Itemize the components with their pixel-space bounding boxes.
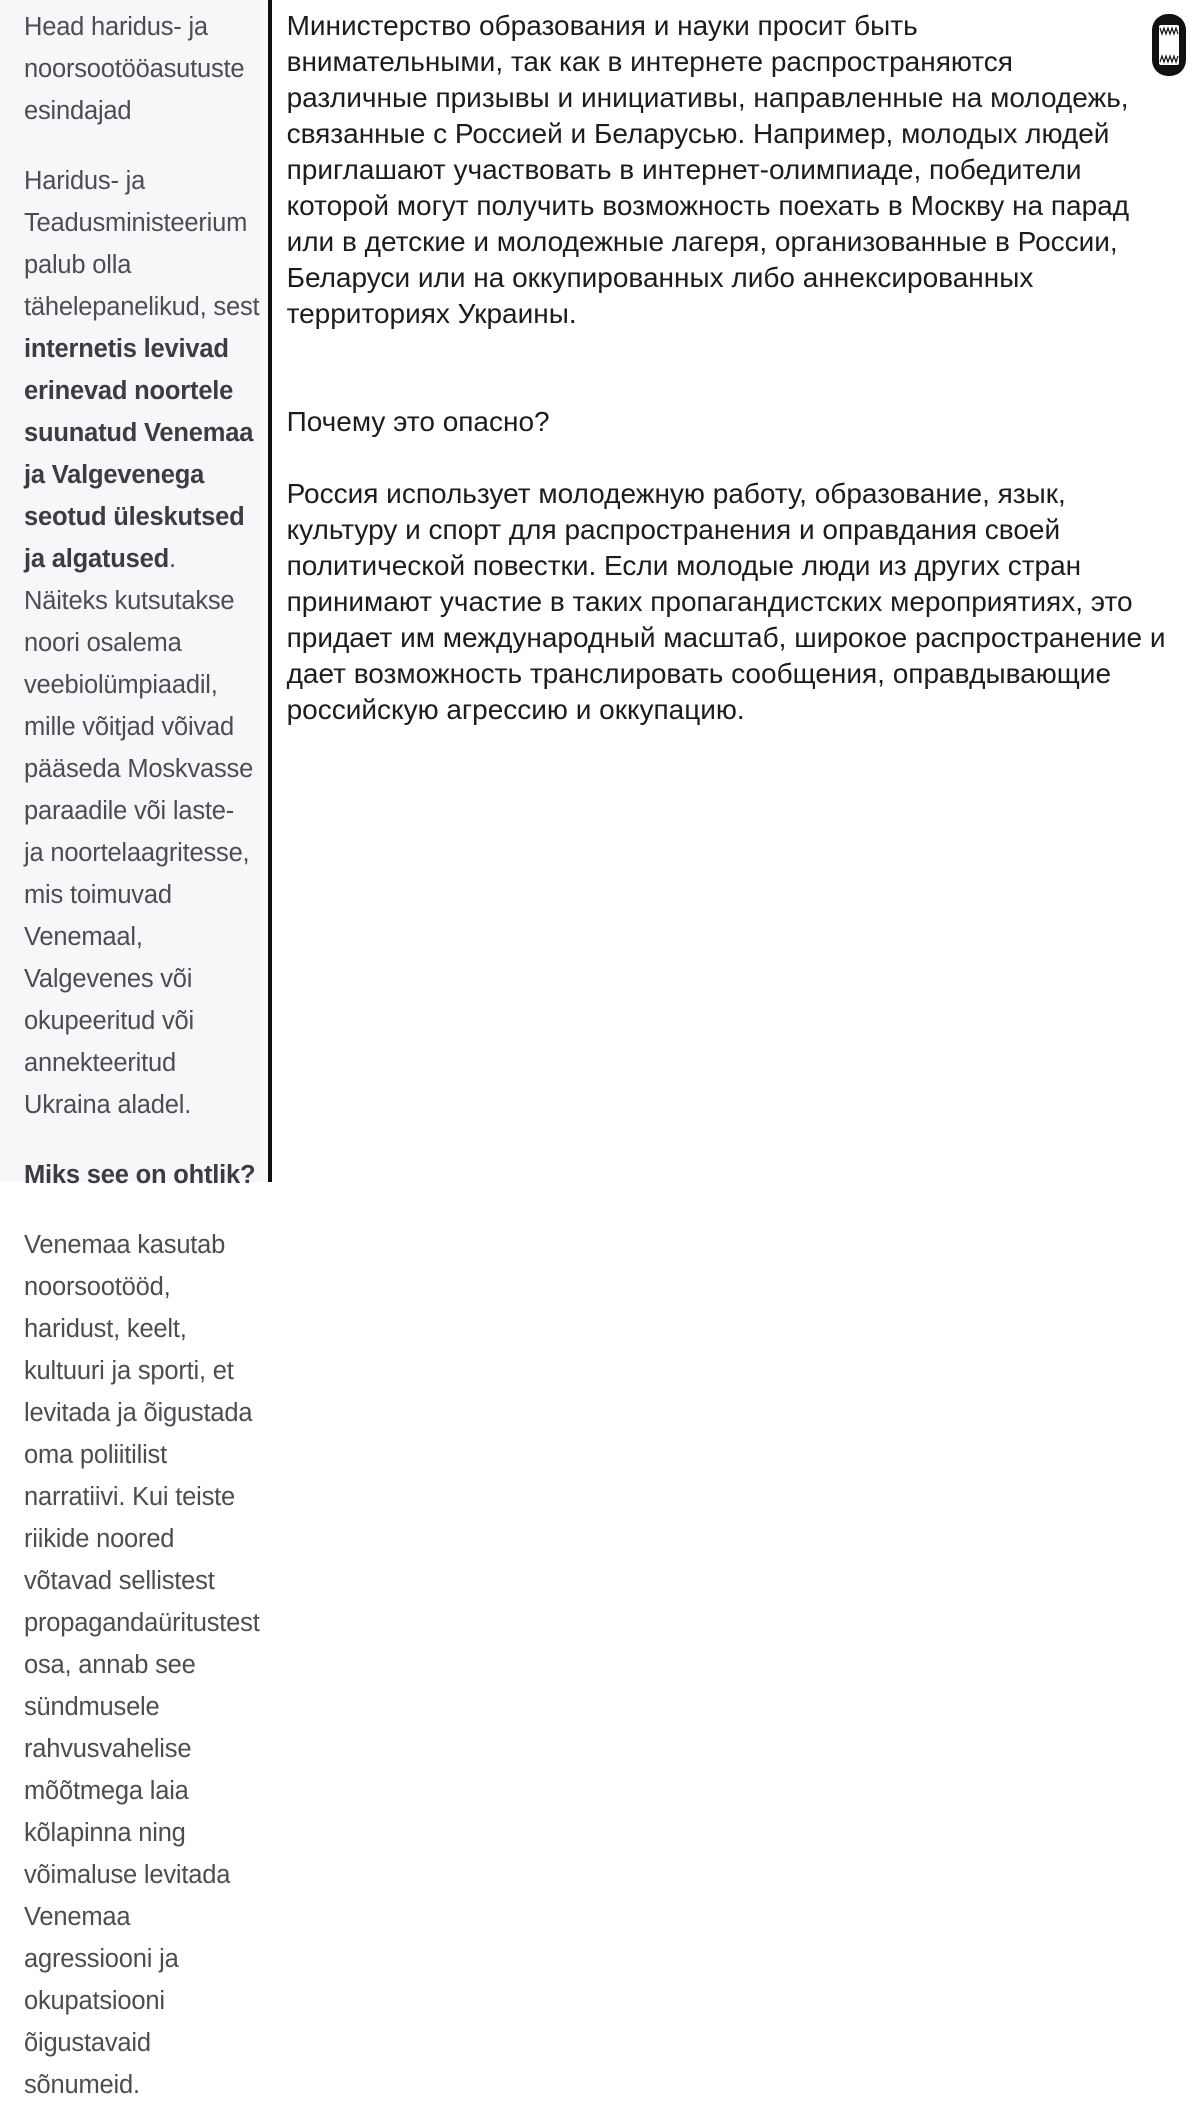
- russian-intro: Министерство образования и науки просит быть внимательными, так как в интернете распространяются различные призывы и инициативы, направленные на молодежь, связанные с Россией и Беларусью. Например, молодых людей приглашают участвовать в интернет-олимпиаде, победители которой могут получить возможность поехать в Москву на парад или в детские и молодежные лагеря, организованные в России, Беларуси или на оккупированных либо аннексированных территориях Украины.: [286, 10, 1130, 329]
- estonian-lead: Head haridus- ja noorsootööasutuste esindajad: [24, 13, 245, 125]
- estonian-column: [0, 0, 268, 2099]
- estonian-paragraph-1-end: . Näiteks kutsutakse noori osalema veebiolümpiaadil, mille võitjad võivad pääseda Moskvasse paraadile või laste- ja noortelaagritesse, mis toimuvad Venemaal, Valgevenes või okupeeritud või annekteeritud Ukraina aladel.: [24, 545, 254, 1119]
- russian-heading: Почему это опасно?: [286, 406, 550, 437]
- estonian-heading: Miks see on ohtlik?: [24, 1161, 256, 1189]
- russian-column: [272, 0, 1200, 1182]
- estonian-paragraph-1: [24, 160, 260, 1126]
- estonian-paragraph-2: Venemaa kasutab noorsootööd, haridust, keelt, kultuuri ja sporti, et levitada ja õigustada oma poliitilist narratiivi. Kui teiste riikide noored võtavad sellistest propagandaüritustest osa, annab see sündmusele rahvusvahelise mõõtmega laia kõlapinna ning võimaluse levitada Venemaa agressiooni ja okupatsiooni õigustavaid sõnumeid.: [24, 1231, 260, 2099]
- russian-body: Россия использует молодежную работу, образование, язык, культуру и спорт для распространения и оправдания своей политической повестки. Если молодые люди из других стран принимают участие в таких пропагандистских мероприятиях, это придает им международный масштаб, широкое распространение и дает возможность транслировать сообщения, оправдывающие российскую агрессию и оккупацию.: [286, 478, 1166, 725]
- media-logo-icon: [1150, 12, 1188, 78]
- estonian-paragraph-1-start: Haridus- ja Teadusministeerium palub olla tähelepanelikud, sest: [24, 167, 260, 321]
- estonian-paragraph-1-bold: internetis levivad erinevad noortele suunatud Venemaa ja Valgevenega seotud üleskutsed ja algatused: [24, 335, 254, 573]
